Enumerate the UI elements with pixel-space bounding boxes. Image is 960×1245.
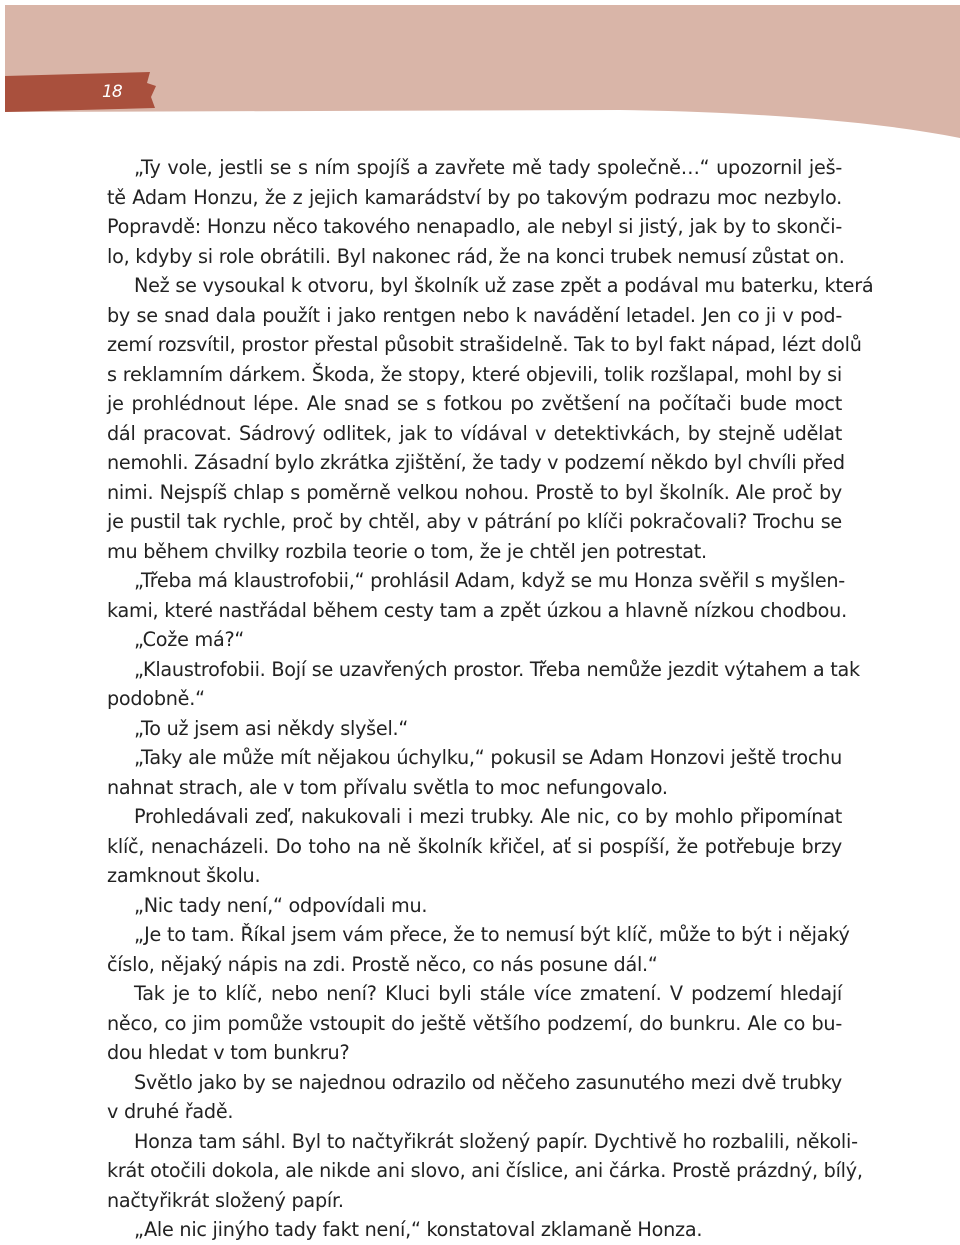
text-line: „Ale nic jinýho tady fakt není,“ konstatoval zklamaně Honza. [134, 1218, 703, 1241]
text-line: v druhé řadě. [107, 1100, 234, 1123]
text-line: zemí rozsvítil, prostor přestal působit strašidelně. Tak to byl fakt nápad, lézt dolů [107, 333, 862, 356]
text-line: „Cože má?“ [134, 628, 245, 651]
text-line: nahnat strach, ale v tom přívalu světla to moc nefungovalo. [107, 775, 668, 799]
text-line: „Klaustrofobii. Bojí se uzavřených prostor. Třeba nemůže jezdit výtahem a tak [134, 657, 860, 681]
text-line: tě Adam Honzu, že z jejich kamarádství by po takovým podrazu moc nezbylo. [107, 185, 842, 209]
text-line: zamknout školu. [107, 864, 261, 887]
text-line: načtyřikrát složený papír. [107, 1188, 344, 1212]
header-band-shape [5, 5, 960, 138]
text-line: Prohledávali zeď, nakukovali i mezi trubky. Ale nic, co by mohlo připomínat [134, 805, 842, 828]
text-line: „Ty vole, jestli se s ním spojíš a zavřete mě tady společně…“ upozornil ješ- [134, 156, 842, 179]
page-tab [5, 72, 156, 112]
text-line: Popravdě: Honzu něco takového nenapadlo, ale nebyl si jistý, jak by to skonči- [107, 215, 842, 238]
text-line: je prohlédnout lépe. Ale snad se s fotkou po zvětšení na počítači bude moct [107, 392, 842, 415]
text-line: něco, co jim pomůže vstoupit do ještě většího podzemí, do bunkru. Ale co bu- [107, 1011, 842, 1035]
text-line: krát otočili dokola, ale nikde ani slovo, ani číslice, ani čárka. Prostě prázdný, bílý, [107, 1159, 863, 1182]
text-line: by se snad dala použít i jako rentgen nebo k navádění letadel. Jen co ji v pod- [107, 303, 842, 327]
text-line: s reklamním dárkem. Škoda, že stopy, které objevili, tolik rozšlapal, mohl by si [107, 362, 842, 386]
text-line: „Taky ale může mít nějakou úchylku,“ pokusil se Adam Honzovi ještě trochu [134, 746, 842, 769]
text-line: „To už jsem asi někdy slyšel.“ [134, 716, 409, 740]
body-text [107, 153, 874, 1245]
text-line: je pustil tak rychle, proč by chtěl, aby v pátrání po klíči pokračovali? Trochu se [107, 510, 842, 533]
text-line: mu během chvilky rozbila teorie o tom, že je chtěl jen potrestat. [107, 539, 707, 563]
text-line: Než se vysoukal k otvoru, byl školník už zase zpět a podával mu baterku, která [134, 274, 874, 297]
text-line: „Třeba má klaustrofobii,“ prohlásil Adam, když se mu Honza svěřil s myšlen- [134, 569, 845, 592]
text-line: číslo, nějaký nápis na zdi. Prostě něco, co nás posune dál.“ [107, 952, 658, 976]
text-line: podobně.“ [107, 687, 205, 710]
text-line: lo, kdyby si role obrátili. Byl nakonec rád, že na konci trubek nemusí zůstat on. [107, 244, 845, 268]
page-number: 18 [102, 82, 122, 102]
text-line: „Je to tam. Říkal jsem vám přece, že to nemusí být klíč, může to být i nějaký [134, 923, 850, 946]
text-line: Honza tam sáhl. Byl to načtyřikrát složený papír. Dychtivě ho rozbalili, několi- [134, 1129, 858, 1153]
text-line: klíč, nenacházeli. Do toho na ně školník křičel, ať si pospíší, že potřebuje brzy [107, 834, 842, 858]
text-line: kami, které nastřádal během cesty tam a zpět úzkou a hlavně nízkou chodbou. [107, 598, 847, 622]
text-line: nimi. Nejspíš chlap s poměrně velkou nohou. Prostě to byl školník. Ale proč by [107, 480, 842, 504]
text-line: Světlo jako by se najednou odrazilo od něčeho zasunutého mezi dvě trubky [134, 1070, 842, 1094]
text-line: nemohli. Zásadní bylo zkrátka zjištění, že tady v podzemí někdo byl chvíli před [107, 451, 845, 474]
header-band [0, 0, 960, 140]
text-line: dou hledat v tom bunkru? [107, 1041, 350, 1064]
text-line: „Nic tady není,“ odpovídali mu. [134, 893, 428, 917]
text-line: Tak je to klíč, nebo není? Kluci byli stále více zmatení. V podzemí hledají [134, 982, 842, 1005]
text-line: dál pracovat. Sádrový odlitek, jak to vídával v detektivkách, by stejně udělat [107, 421, 842, 445]
